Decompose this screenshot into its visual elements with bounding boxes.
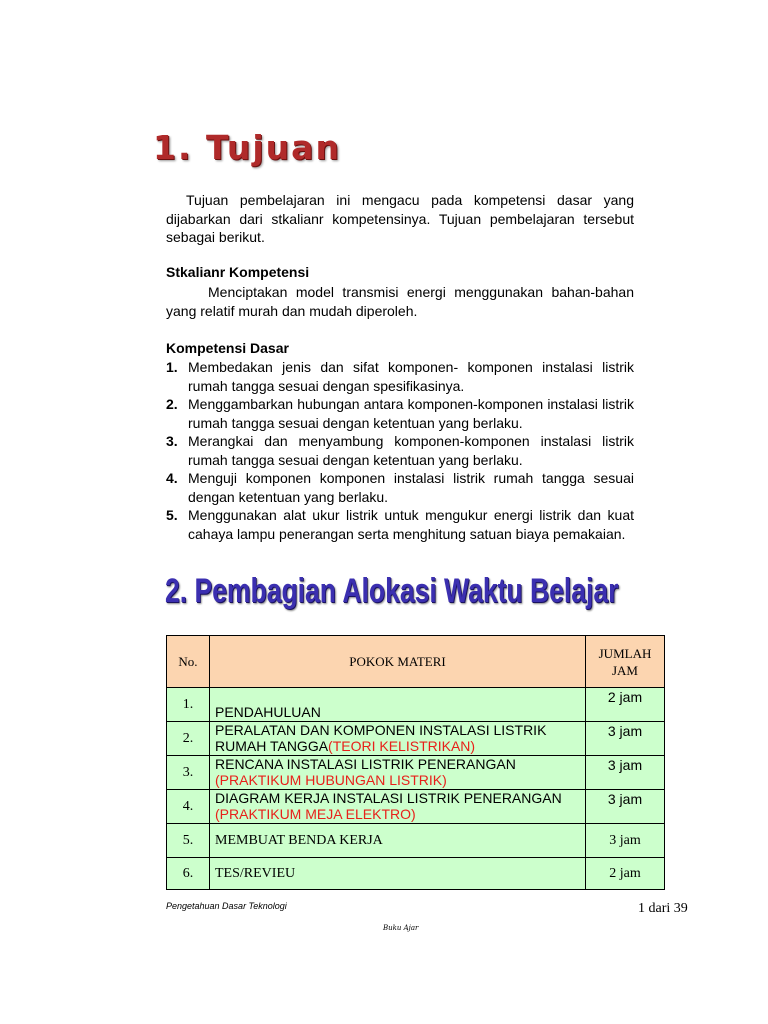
header-jam-line1: JUMLAH bbox=[598, 645, 652, 661]
header-jumlah-jam bbox=[586, 636, 665, 688]
list-number: 3. bbox=[166, 433, 178, 449]
row-number: 4. bbox=[167, 790, 210, 824]
row-number: 2. bbox=[167, 722, 210, 756]
table-row bbox=[167, 722, 665, 756]
table-row bbox=[167, 858, 665, 890]
row-materi: PENDAHULUAN bbox=[210, 688, 586, 722]
list-item bbox=[166, 506, 634, 543]
list-text: Membedakan jenis dan sifat komponen- komponen instalasi listrik rumah tangga sesuai dengan spesifikasinya. bbox=[188, 359, 634, 394]
header-pokok-materi: POKOK MATERI bbox=[210, 636, 586, 688]
list-number: 4. bbox=[166, 470, 178, 486]
row-materi: MEMBUAT BENDA KERJA bbox=[210, 824, 586, 858]
row-materi-text: RENCANA INSTALASI LISTRIK PENERANGAN bbox=[215, 756, 516, 772]
row-jam: 3 jam bbox=[586, 790, 665, 824]
time-allocation-table bbox=[166, 635, 665, 890]
section-1-title: 1. Tujuan bbox=[153, 128, 341, 167]
row-number: 5. bbox=[167, 824, 210, 858]
table-header-row bbox=[167, 636, 665, 688]
list-text: Menggunakan alat ukur listrik untuk mengukur energi listrik dan kuat cahaya lampu penerangan serta menghitung satuan biaya pemakaian. bbox=[188, 507, 634, 542]
table-row bbox=[167, 790, 665, 824]
list-text: Menguji komponen komponen instalasi listrik rumah tangga sesuai dengan ketentuan yang berlaku. bbox=[188, 470, 634, 505]
kompetensi-dasar-list bbox=[166, 358, 634, 543]
list-number: 2. bbox=[166, 396, 178, 412]
row-materi-note: (TEORI KELISTRIKAN) bbox=[328, 738, 476, 754]
row-number: 1. bbox=[167, 688, 210, 722]
standar-kompetensi-heading: Stkalianr Kompetensi bbox=[166, 264, 310, 280]
page-number: 1 dari 39 bbox=[638, 901, 688, 916]
footer-book-title: Pengetahuan Dasar Teknologi bbox=[166, 901, 287, 911]
table-row bbox=[167, 824, 665, 858]
list-item bbox=[166, 432, 634, 469]
intro-paragraph: Tujuan pembelajaran ini mengacu pada kompetensi dasar yang dijabarkan dari stkalianr kompetensinya. Tujuan pembelajaran tersebut sebagai berikut. bbox=[166, 192, 634, 245]
row-jam: 2 jam bbox=[586, 858, 665, 890]
list-text: Menggambarkan hubungan antara komponen-komponen instalasi listrik rumah tangga sesuai dengan ketentuan yang berlaku. bbox=[188, 396, 634, 431]
table-row bbox=[167, 688, 665, 722]
row-jam: 2 jam bbox=[586, 688, 665, 722]
row-materi: TES/REVIEU bbox=[210, 858, 586, 890]
row-number: 3. bbox=[167, 756, 210, 790]
row-materi bbox=[210, 790, 586, 824]
row-jam: 3 jam bbox=[586, 756, 665, 790]
row-number: 6. bbox=[167, 858, 210, 890]
row-materi-text: PERALATAN DAN KOMPONEN INSTALASI LISTRIK RUMAH TANGGA bbox=[215, 722, 547, 754]
row-jam: 3 jam bbox=[586, 824, 665, 858]
standar-kompetensi-text: Menciptakan model transmisi energi menggunakan bahan-bahan yang relatif murah dan mudah diperoleh. bbox=[166, 284, 634, 319]
row-materi bbox=[210, 756, 586, 790]
section-2-title: 2. Pembagian Alokasi Waktu Belajar bbox=[165, 572, 619, 610]
list-item bbox=[166, 358, 634, 395]
header-jam-line2: JAM bbox=[611, 662, 638, 678]
list-text: Merangkai dan menyambung komponen-komponen instalasi listrik rumah tangga sesuai dengan ketentuan yang berlaku. bbox=[188, 433, 634, 468]
list-item bbox=[166, 395, 634, 432]
row-materi-text: DIAGRAM KERJA INSTALASI LISTRIK PENERANGAN bbox=[215, 790, 562, 806]
row-materi-note: (PRAKTIKUM MEJA ELEKTRO) bbox=[215, 806, 416, 822]
list-number: 5. bbox=[166, 507, 178, 523]
footer-signature: Buku Ajar bbox=[383, 924, 419, 932]
kompetensi-dasar-heading: Kompetensi Dasar bbox=[166, 340, 289, 356]
list-item bbox=[166, 469, 634, 506]
table-row bbox=[167, 756, 665, 790]
list-number: 1. bbox=[166, 359, 178, 375]
row-jam: 3 jam bbox=[586, 722, 665, 756]
row-materi-note: (PRAKTIKUM HUBUNGAN LISTRIK) bbox=[215, 772, 447, 788]
row-materi bbox=[210, 722, 586, 756]
header-no: No. bbox=[167, 636, 210, 688]
